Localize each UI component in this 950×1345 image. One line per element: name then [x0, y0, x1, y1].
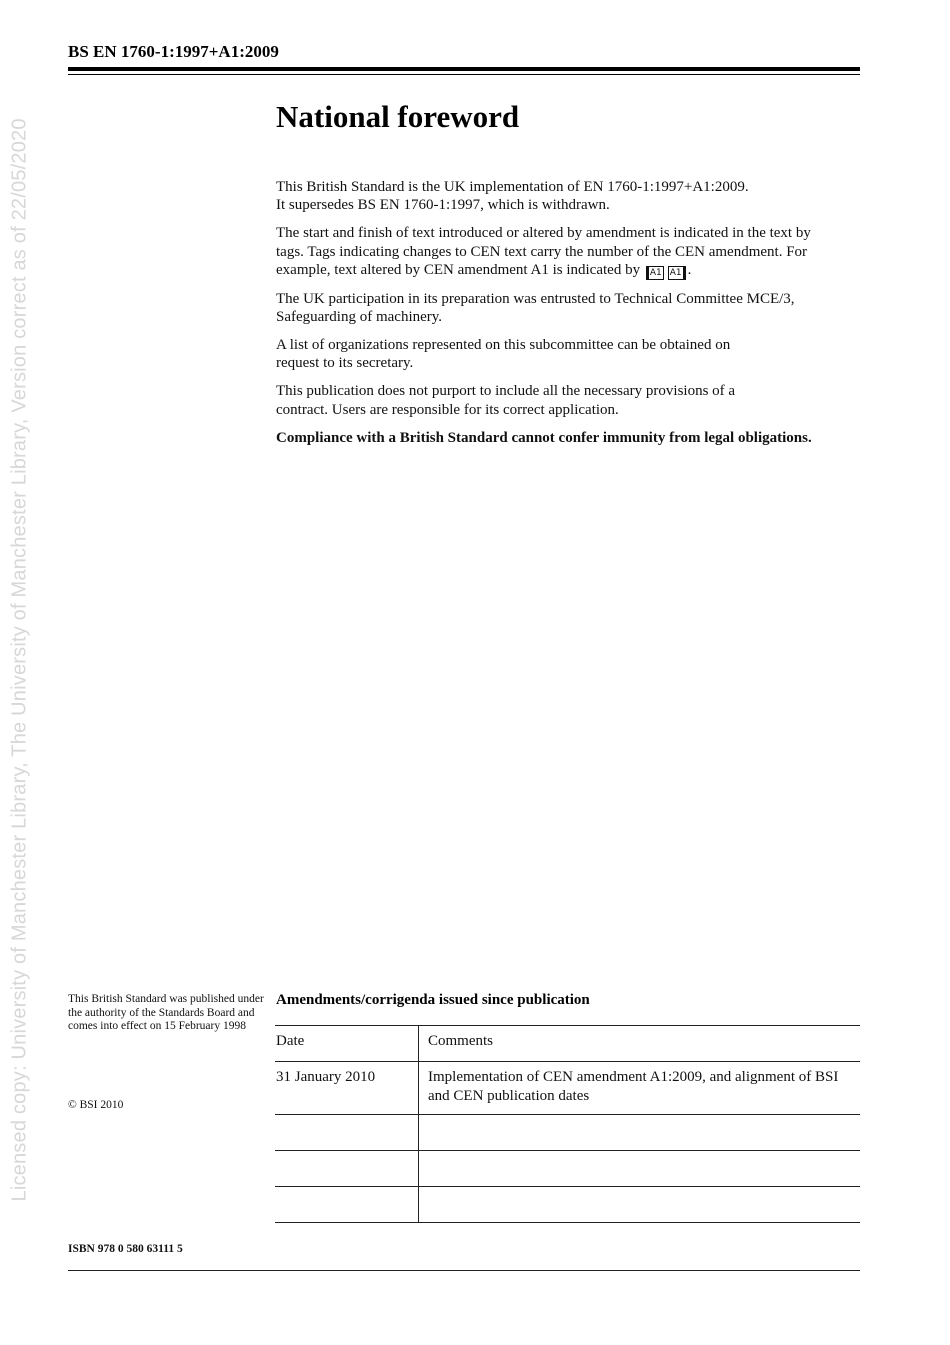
amendment-end-tag-icon: A1	[668, 266, 686, 280]
foreword-body	[276, 178, 836, 462]
paragraph-amendment-tags-end: .	[687, 262, 692, 279]
amendment-comments	[419, 1115, 861, 1151]
paragraph-compliance: Compliance with a British Standard cannot confer immunity from legal obligations.	[276, 429, 812, 446]
amendments-title: Amendments/corrigenda issued since publication	[276, 992, 590, 1008]
table-row	[275, 1115, 860, 1151]
amendment-comments: Implementation of CEN amendment A1:2009, and alignment of BSI and CEN publication dates	[419, 1062, 861, 1115]
amendment-comments	[419, 1187, 861, 1223]
publication-authority-note: This British Standard was published under the authority of the Standards Board and comes into effect on 15 February 1998	[68, 993, 264, 1032]
isbn-number: ISBN 978 0 580 63111 5	[68, 1243, 183, 1255]
document-code: BS EN 1760-1:1997+A1:2009	[68, 42, 279, 61]
amendment-date	[275, 1115, 419, 1151]
header-rule-thick	[68, 67, 860, 71]
page-title: National foreword	[276, 99, 520, 134]
column-header-date: Date	[275, 1026, 419, 1062]
amendments-table	[275, 1025, 860, 1223]
paragraph-amendment-tags	[276, 224, 824, 280]
paragraph-implementation: This British Standard is the UK implementation of EN 1760-1:1997+A1:2009. It supersedes BS EN 1760-1:1997, which is withdrawn.	[276, 179, 749, 214]
paragraph-organizations: A list of organizations represented on this subcommittee can be obtained on request to its secretary.	[276, 336, 731, 372]
amendment-date: 31 January 2010	[275, 1062, 419, 1115]
column-header-comments: Comments	[419, 1026, 861, 1062]
amendment-comments	[419, 1151, 861, 1187]
license-watermark: Licensed copy: University of Manchester Library, The University of Manchester Library, Version correct as of 22/05/2020	[8, 118, 31, 1202]
paragraph-contract: This publication does not purport to include all the necessary provisions of a contract. Users are responsible for its correct application.	[276, 383, 736, 418]
table-row	[275, 1187, 860, 1223]
footer-rule	[68, 1270, 860, 1271]
amendment-date	[275, 1151, 419, 1187]
table-row	[275, 1151, 860, 1187]
table-header-row	[275, 1026, 860, 1062]
amendment-date	[275, 1187, 419, 1223]
header-rule-thin	[68, 74, 860, 75]
paragraph-amendment-tags-text: The start and finish of text introduced or altered by amendment is indicated in the text by tags. Tags indicating changes to CEN text carry the number of the CEN amendment. For example, text altered by CEN amendment A1 is indicated by	[276, 225, 811, 279]
copyright-notice: © BSI 2010	[68, 1099, 124, 1111]
table-row	[275, 1062, 860, 1115]
paragraph-committee: The UK participation in its preparation was entrusted to Technical Committee MCE/3, Safeguarding of machinery.	[276, 290, 795, 326]
amendment-start-tag-icon: A1	[646, 266, 664, 280]
